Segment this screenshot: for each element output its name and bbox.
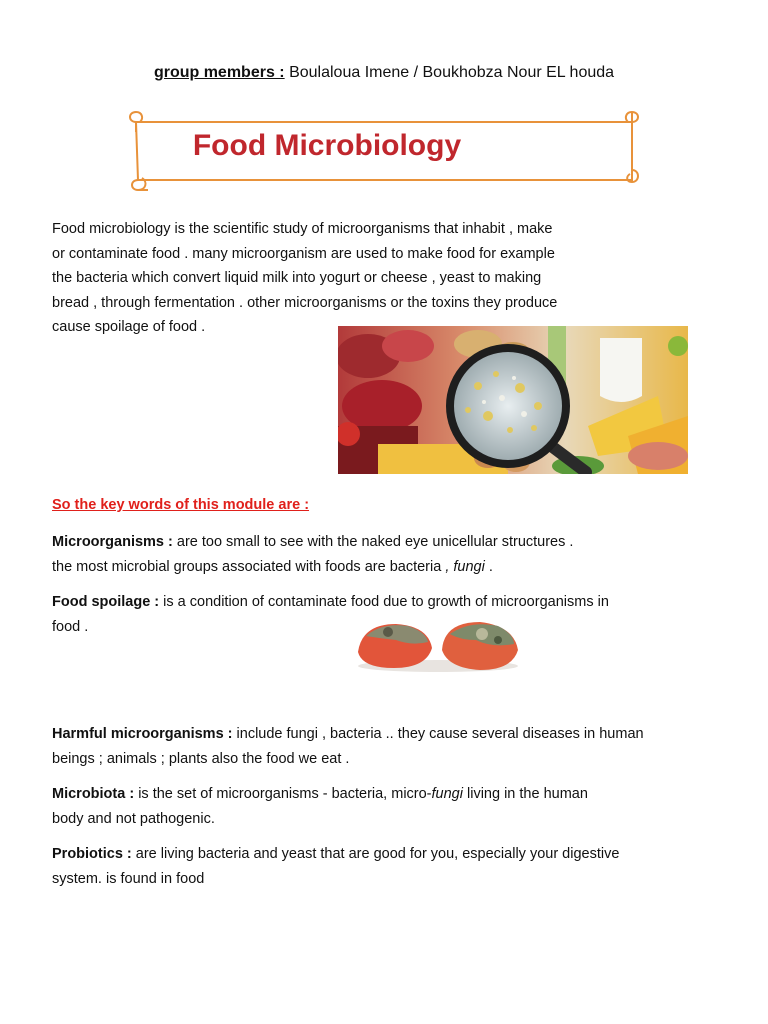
definition-text: are too small to see with the naked eye unicellular structures . bbox=[172, 534, 574, 550]
definition-text: living in the human bbox=[462, 786, 588, 802]
term-harmful-microorganisms: Harmful microorganisms : bbox=[52, 726, 233, 742]
group-members-label: group members : bbox=[153, 64, 285, 81]
intro-line: or contaminate food . many microorganism are used to make food for example bbox=[52, 245, 555, 262]
group-members-line bbox=[0, 62, 768, 84]
definition-text: . bbox=[484, 558, 493, 575]
term-microbiota: Microbiota : bbox=[52, 786, 135, 802]
group-members-names: Boulaloua Imene / Boukhobza Nour EL houda bbox=[284, 64, 615, 81]
section-probiotics bbox=[52, 842, 722, 891]
intro-line: cause spoilage of food . bbox=[52, 319, 206, 335]
term-probiotics: Probiotics : bbox=[52, 846, 132, 862]
definition-text: include fungi , bacteria .. they cause several diseases in human bbox=[232, 726, 644, 742]
definition-text: the most microbial groups associated with foods are bacteria bbox=[52, 558, 446, 575]
intro-line: Food microbiology is the scientific study of microorganisms that inhabit , make bbox=[52, 221, 553, 237]
italic-text: fungi bbox=[431, 786, 463, 802]
definition-text: food . bbox=[52, 618, 89, 635]
definition-text: is a condition of contaminate food due to growth of microorganisms in bbox=[159, 594, 609, 610]
definition-text: body and not pathogenic. bbox=[52, 810, 215, 827]
italic-text: , fungi bbox=[445, 558, 485, 575]
intro-line: the bacteria which convert liquid milk into yogurt or cheese , yeast to making bbox=[52, 270, 542, 286]
section-microbiota bbox=[52, 782, 722, 831]
term-microorganisms: Microorganisms : bbox=[52, 534, 173, 550]
food-magnifier-image bbox=[338, 326, 688, 474]
term-food-spoilage: Food spoilage : bbox=[52, 594, 160, 610]
page-title: Food Microbiology bbox=[192, 129, 462, 162]
intro-paragraph bbox=[52, 217, 672, 340]
section-microorganisms bbox=[52, 530, 722, 579]
title-scroll-banner bbox=[126, 108, 642, 194]
definition-text: beings ; animals ; plants also the food we eat . bbox=[52, 750, 350, 767]
definition-text: are living bacteria and yeast that are good for you, especially your digestive bbox=[131, 846, 620, 862]
definition-text: system. is found in food bbox=[52, 870, 205, 887]
intro-line: bread , through fermentation . other microorganisms or the toxins they produce bbox=[52, 294, 558, 311]
keywords-heading: So the key words of this module are : bbox=[52, 497, 310, 513]
rotten-tomato-image bbox=[352, 618, 524, 674]
section-harmful-microorganisms bbox=[52, 722, 722, 771]
definition-text: is the set of microorganisms - bacteria, micro- bbox=[134, 786, 432, 802]
